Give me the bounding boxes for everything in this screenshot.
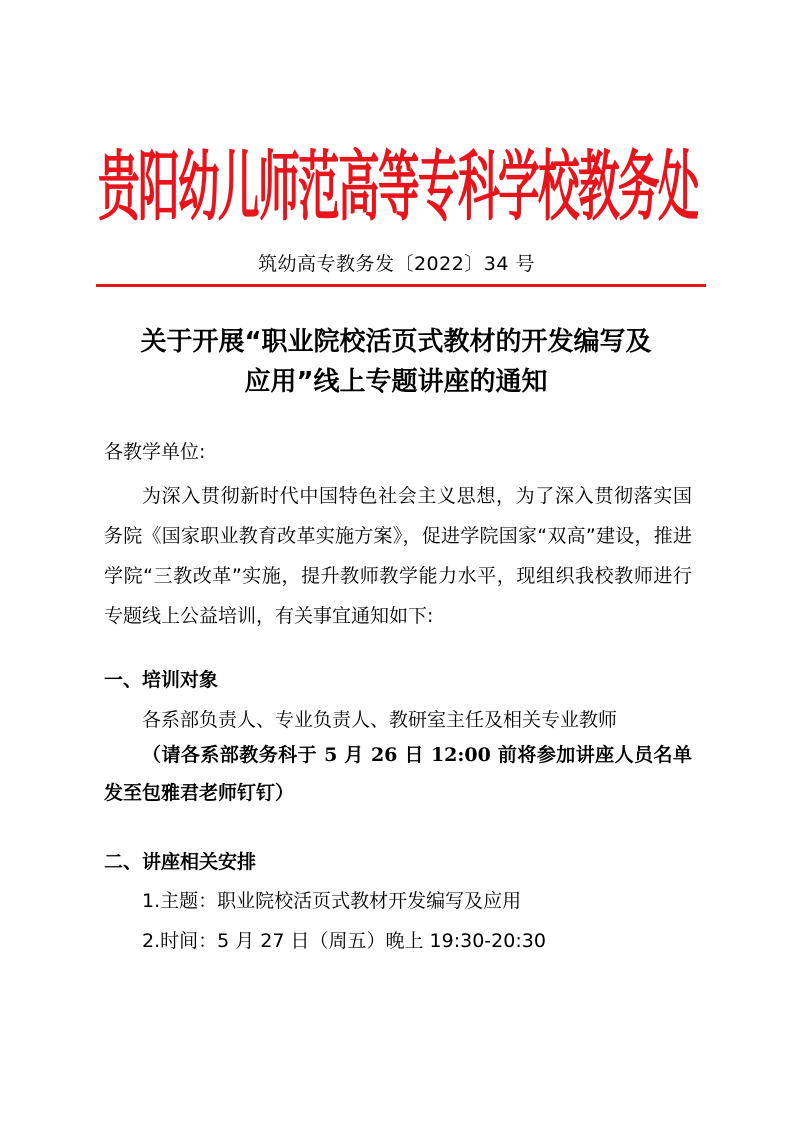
lecture-topic: 1.主题：职业院校活页式教材开发编写及应用 [142,890,522,912]
registration-note: （请各系部教务科于 5 月 26 日 12:00 前将参加讲座人员名单发至包雅君老师钉钉） [104,744,692,804]
org-title: 贵阳幼儿师范高等专科学校教务处 [98,143,698,232]
intro-paragraph: 为深入贯彻新时代中国特色社会主义思想，为了深入贯彻落实国务院《国家职业教育改革实施方案》，促进学院国家“双高”建设，推进学院“三教改革”实施，提升教师教学能力水平，现组织我校教师进行专题线上公益培训，有关事宜通知如下: [104,485,692,627]
section-heading-lecture-arrangements: 二、讲座相关安排 [104,851,257,873]
document-number: 筑幼高专教务发〔2022〕34 号 [257,253,536,275]
letterhead-divider [96,284,706,287]
lecture-time: 2.时间：5 月 27 日（周五）晚上 19:30-20:30 [142,930,546,952]
notice-title-line-1: 关于开展“职业院校活页式教材的开发编写及 [140,327,652,357]
training-target-text: 各系部负责人、专业负责人、教研室主任及相关专业教师 [142,709,618,731]
salutation: 各教学单位: [104,441,206,463]
letterhead [98,134,698,244]
notice-title [96,322,696,402]
notice-title-line-2: 应用”线上专题讲座的通知 [244,367,548,397]
section-heading-training-target: 一、培训对象 [104,669,219,691]
